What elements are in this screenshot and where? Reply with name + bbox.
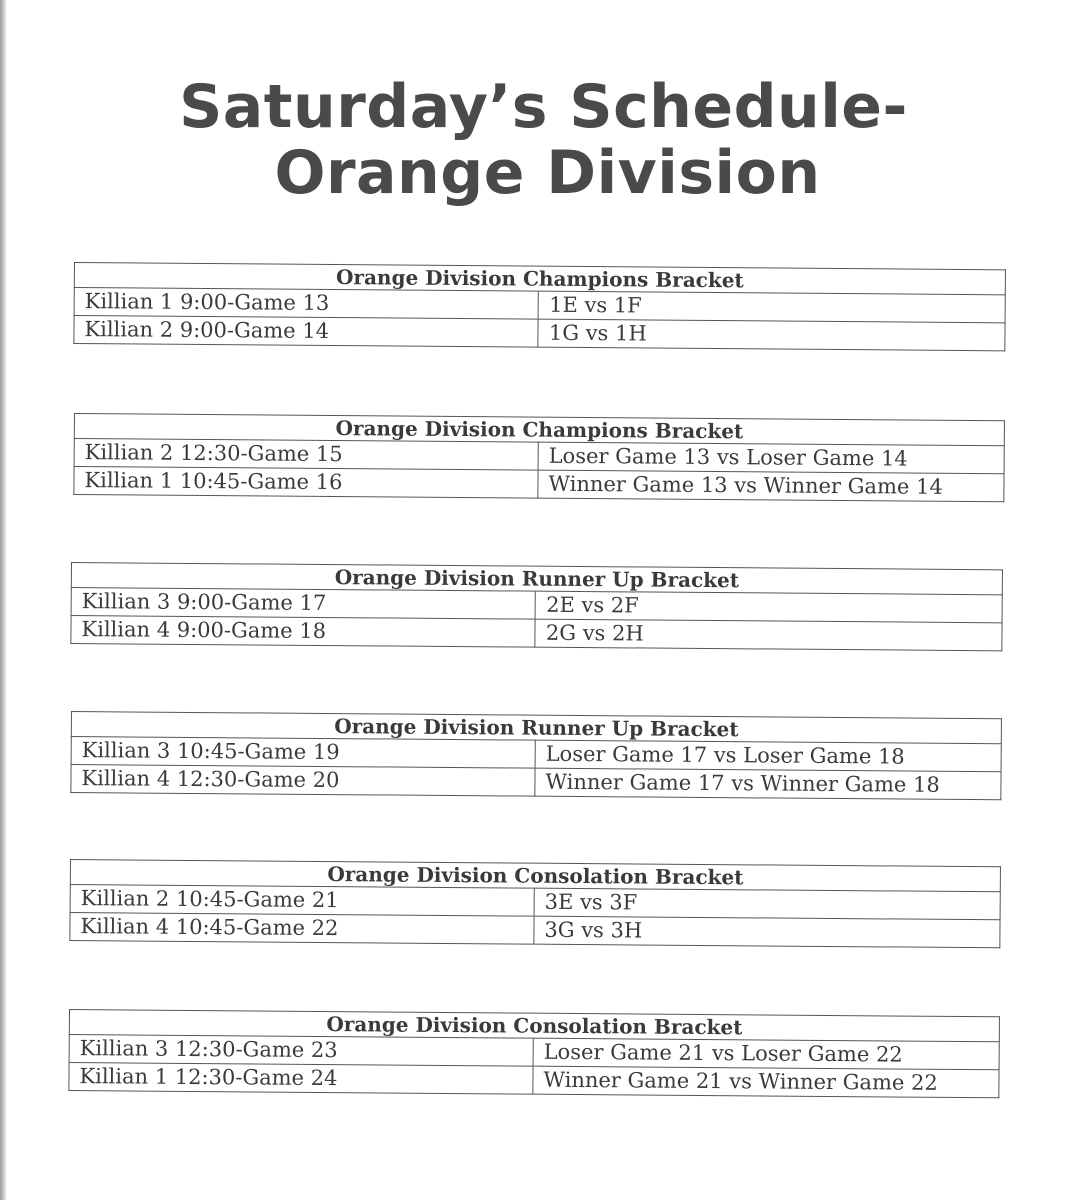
game-slot-cell: Killian 1 9:00-Game 13 — [74, 288, 539, 320]
game-slot-cell: Killian 3 9:00-Game 17 — [71, 588, 536, 620]
bracket-table-champions-2 — [73, 413, 1005, 502]
bracket-heading: Orange Division Champions Bracket — [74, 414, 1004, 446]
matchup-cell: Winner Game 21 vs Winner Game 22 — [533, 1066, 999, 1098]
matchup-cell: 1E vs 1F — [539, 291, 1006, 323]
matchup-cell: Loser Game 13 vs Loser Game 14 — [538, 442, 1004, 474]
bracket-table-consolation-1 — [69, 859, 1001, 948]
game-slot-cell: Killian 1 10:45-Game 16 — [74, 467, 538, 499]
table-row — [70, 913, 1000, 948]
bracket-heading: Orange Division Runner Up Bracket — [71, 563, 1002, 595]
game-slot-cell: Killian 3 10:45-Game 19 — [71, 737, 535, 769]
page-title — [0, 74, 1087, 206]
bracket-heading: Orange Division Consolation Bracket — [69, 1010, 999, 1042]
matchup-cell: Winner Game 17 vs Winner Game 18 — [535, 768, 1001, 800]
bracket-heading: Orange Division Champions Bracket — [74, 263, 1005, 295]
bracket-table-runner-up-1 — [70, 562, 1003, 651]
matchup-cell: Loser Game 21 vs Loser Game 22 — [533, 1038, 999, 1070]
table-row — [74, 316, 1005, 351]
matchup-cell: Loser Game 17 vs Loser Game 18 — [535, 740, 1001, 772]
game-slot-cell: Killian 4 10:45-Game 22 — [70, 913, 534, 945]
matchup-cell: 1G vs 1H — [538, 319, 1005, 351]
matchup-cell: Winner Game 13 vs Winner Game 14 — [538, 470, 1004, 502]
table-row — [71, 616, 1002, 651]
bracket-table-runner-up-2 — [70, 711, 1002, 800]
bracket-table-champions-1 — [73, 262, 1006, 351]
game-slot-cell: Killian 2 12:30-Game 15 — [74, 439, 538, 471]
bracket-table-consolation-2 — [68, 1009, 1000, 1098]
matchup-cell: 2G vs 2H — [535, 619, 1002, 651]
page-title-line-2: Orange Division — [274, 138, 821, 208]
game-slot-cell: Killian 1 12:30-Game 24 — [69, 1063, 533, 1095]
matchup-cell: 3E vs 3F — [534, 888, 1000, 920]
page-title-line-1: Saturday’s Schedule- — [179, 72, 908, 142]
game-slot-cell: Killian 2 10:45-Game 21 — [70, 885, 534, 917]
game-slot-cell: Killian 2 9:00-Game 14 — [74, 316, 539, 348]
bracket-heading: Orange Division Runner Up Bracket — [71, 712, 1001, 744]
matchup-cell: 3G vs 3H — [534, 916, 1000, 948]
game-slot-cell: Killian 4 9:00-Game 18 — [71, 616, 536, 648]
game-slot-cell: Killian 4 12:30-Game 20 — [71, 765, 535, 797]
game-slot-cell: Killian 3 12:30-Game 23 — [69, 1035, 533, 1067]
bracket-heading: Orange Division Consolation Bracket — [70, 860, 1000, 892]
matchup-cell: 2E vs 2F — [536, 591, 1003, 623]
